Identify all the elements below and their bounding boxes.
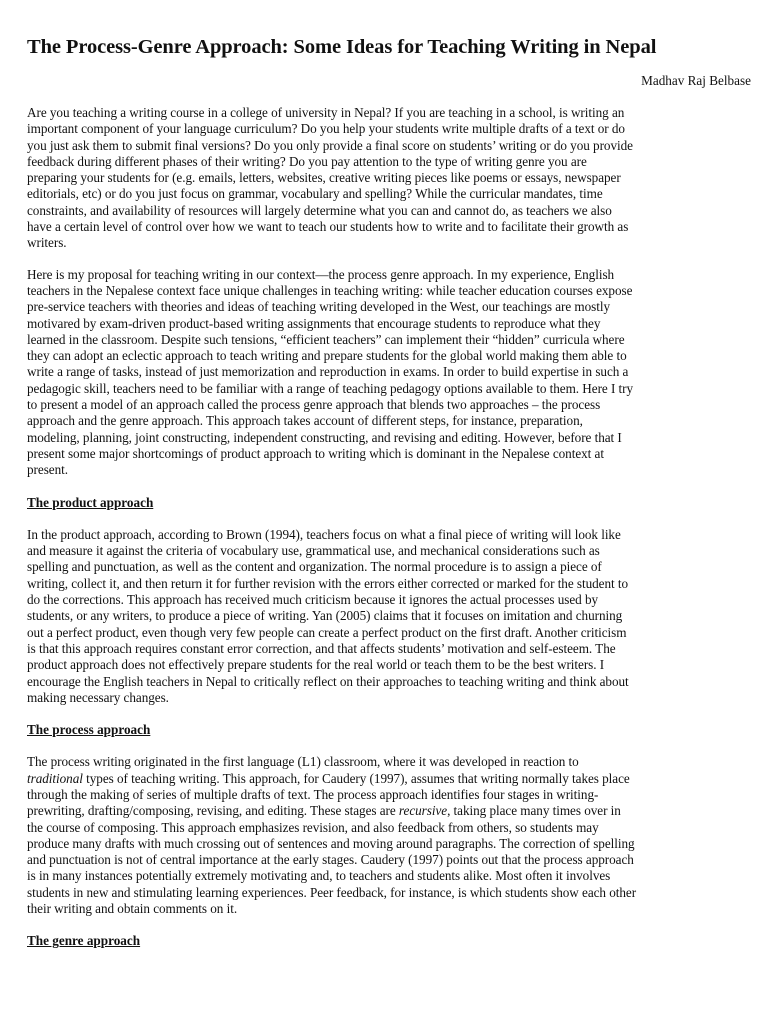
text-line: have a certain level of control over how we want to teach our students how to write and to facilitate their growth as <box>27 219 629 235</box>
text-line: modeling, planning, joint constructing, independent constructing, and revising and editing. However, before that I <box>27 429 622 445</box>
text-line: is in many instances potentially extremely motivating and, to teachers and students alike. Most often it involves <box>27 868 611 884</box>
text-line: present some major shortcomings of product approach to writing which is dominant in the Nepalese context at <box>27 445 604 461</box>
text-line: preparing your students for (e.g. emails, letters, websites, creative writing pieces like poems or essays, newspaper <box>27 170 621 186</box>
text-line: their writing and obtain comments on it. <box>27 901 238 917</box>
text-segment: prewriting, drafting/composing, revising, and editing. These stages are <box>27 803 399 819</box>
text-line: students, or any writers, to produce a piece of writing. Yan (2005) claims that it focuses on imitation and churning <box>27 608 623 624</box>
text-line: motivared by exam-driven product-based writing assignments that encourage students to reproduce what they <box>27 315 601 331</box>
text-line: writers. <box>27 235 67 251</box>
text-line: the course of composing. This approach emphasizes revision, and also feedback from others, so students may <box>27 819 599 835</box>
text-segment: types of teaching writing. This approach, for Caudery (1997), assumes that writing normally takes place <box>82 770 630 786</box>
text-line: editorials, etc) or do you just focus on grammar, vocabulary and spelling? While the curricular mandates, time <box>27 186 603 202</box>
text-line <box>27 771 751 787</box>
text-line: present. <box>27 462 68 478</box>
text-line: and measure it against the criteria of vocabulary use, grammatical use, and mechanical considerations such as <box>27 543 600 559</box>
text-line: Are you teaching a writing course in a college of university in Nepal? If you are teaching in a school, is writing an <box>27 105 625 120</box>
text-line: product approach does not effectively prepare students for the real world or teach them to be the best writers. I <box>27 657 605 673</box>
text-line: do the corrections. This approach has received much criticism because it ignores the actual processes used by <box>27 592 599 608</box>
text-line: you just ask them to submit final versions? Do you only provide a final score on students’ writing or do you provide <box>27 137 633 153</box>
section-heading-process-approach: The process approach <box>27 722 151 738</box>
paragraph-intro <box>27 105 751 252</box>
text-line: writing, collect it, and then return it for further revision with the errors either corrected or marked for the student to <box>27 575 629 591</box>
text-line: spelling and punctuation, as well as the content and organization. The normal procedure is to assign a piece of <box>27 559 602 575</box>
author-name: Madhav Raj Belbase <box>641 73 751 88</box>
text-line: In the product approach, according to Brown (1994), teachers focus on what a final piece of writing will look like <box>27 526 621 542</box>
section-heading-product-approach: The product approach <box>27 494 154 510</box>
text-line: important component of your language curriculum? Do you help your students write multiple drafts of a text or do <box>27 121 625 137</box>
text-line: through the making of series of multiple drafts of text. The process approach identifies four stages in writing- <box>27 786 599 802</box>
text-line: feedback during different phases of their writing? Do you pay attention to the type of writing genre you are <box>27 153 587 169</box>
text-line: pre-service teachers with theories and ideas of teaching writing developed in the West, our teachings are mostly <box>27 299 611 315</box>
italic-term-traditional: traditional <box>27 770 83 786</box>
text-line: and punctuation is not of central importance at the early stages. Caudery (1997) points out that the process approach <box>27 852 634 868</box>
paragraph-lines <box>27 820 751 918</box>
text-line: students in new and stimulating learning experiences. Peer feedback, for instance, is which students show each other <box>27 884 637 900</box>
text-line: The process writing originated in the first language (L1) classroom, where it was developed in reaction to <box>27 754 579 770</box>
text-line: they can adopt an eclectic approach to teach writing and prepare students for the global world making them able to <box>27 348 627 364</box>
text-line: out a perfect product, even though very few people can create a perfect product on the first draft. Another criticism <box>27 624 627 640</box>
text-line: making necessary changes. <box>27 689 169 705</box>
document-title: The Process-Genre Approach: Some Ideas for Teaching Writing in Nepal <box>27 36 657 58</box>
text-line: produce many drafts with much crossing out of sentences and moving around paragraphs. The correction of spelling <box>27 835 635 851</box>
text-line: pedagogic skill, teachers need to be familiar with a range of teaching pedagogy options available to them. Here I try <box>27 380 634 396</box>
text-line: learned in the classroom. Despite such tensions, “efficient teachers” can implement their “hidden” curricula where <box>27 331 625 347</box>
text-line <box>27 803 751 819</box>
text-line: teachers in the Nepalese context face unique challenges in teaching writing: while teacher education courses expose <box>27 282 633 298</box>
text-segment: , taking place many times over in <box>447 803 621 819</box>
text-line: is that this approach requires constant error correction, and that affects students’ motivation and self-esteem. The <box>27 640 616 656</box>
paragraph-proposal <box>27 267 751 479</box>
text-line: approach and the genre approach. This approach takes account of different steps, for instance, preparation, <box>27 413 583 429</box>
text-line: encourage the English teachers in Nepal to critically reflect on their approaches to teaching writing and think about <box>27 673 629 689</box>
paragraph-process-approach <box>27 754 751 917</box>
text-line: constraints, and availability of resources will largely determine what you can and cannot do, as teachers we also <box>27 202 612 218</box>
text-line: to present a model of an approach called the process genre approach that blends two approaches – the process <box>27 397 601 413</box>
text-line: write a range of tasks, instead of just memorization and reproduction in exams. In order to build expertise in such a <box>27 364 629 380</box>
text-line: Here is my proposal for teaching writing in our context—the process genre approach. In my experience, English <box>27 266 615 282</box>
paragraph-product-approach <box>27 527 751 706</box>
italic-term-recursive: recursive <box>398 803 448 819</box>
section-heading-genre-approach: The genre approach <box>27 933 141 949</box>
